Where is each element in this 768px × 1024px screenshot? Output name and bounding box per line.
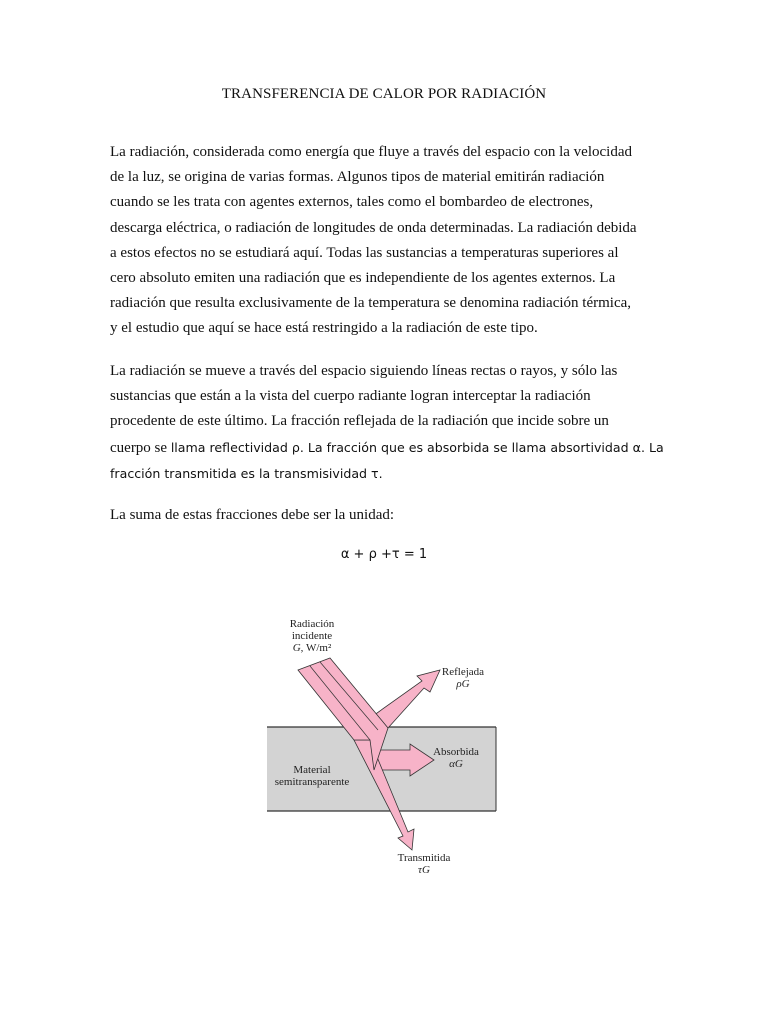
text-line: a estos efectos no se estudiará aquí. Todas las sustancias a temperaturas superiores al (110, 244, 619, 261)
reflected-symbol: ρG (456, 678, 470, 690)
absorbed-label-text: Absorbida (433, 746, 479, 758)
text-line: radiación que resulta exclusivamente de la temperatura se denomina radiación térmica, (110, 295, 632, 312)
absorbed-label (428, 746, 484, 770)
paragraph-sum (110, 503, 662, 528)
incident-label (284, 618, 340, 654)
text-line: y el estudio que aquí se hace está restringido a la radiación de este tipo. (110, 320, 538, 337)
incident-label-line: incidente (291, 630, 333, 642)
material-label-line: Material (293, 764, 331, 776)
text-segment: llama reflectividad ρ. La fracción que es absorbida se llama absortividad α. La (170, 439, 664, 455)
document-title: TRANSFERENCIA DE CALOR POR RADIACIÓN (221, 86, 547, 102)
absorbed-symbol: αG (449, 758, 463, 770)
transmitted-label (388, 852, 460, 876)
transmitted-symbol: τG (418, 864, 430, 876)
paragraph-radiation-intro (110, 140, 662, 342)
incident-symbol: G, (292, 642, 304, 654)
material-label (268, 764, 356, 788)
text-line: cuando se les trata con agentes externos, tales como el bombardeo de electrones, (110, 194, 594, 211)
text-line: descarga eléctrica, o radiación de longitudes de onda determinadas. La radiación debida (110, 219, 637, 236)
transmitted-label-text: Transmitida (397, 852, 451, 864)
equation-sum-of-fractions: α + ρ +τ = 1 (340, 547, 428, 562)
text-line: cero absoluto emiten una radiación que es independiente de los agentes externos. La (110, 270, 616, 287)
text-line: La suma de estas fracciones debe ser la unidad: (110, 507, 395, 523)
text-line: La radiación se mueve a través del espacio siguiendo líneas rectas o rayos, y sólo las (110, 363, 618, 379)
reflected-label (438, 666, 488, 690)
radiation-figure (262, 610, 502, 890)
text-line: de la luz, se origina de varias formas. Algunos tipos de material emitirán radiación (110, 169, 605, 186)
text-line: fracción transmitida es la transmisividad τ. (110, 465, 383, 481)
text-line: La radiación, considerada como energía que fluye a través del espacio con la velocidad (110, 144, 632, 160)
text-line: sustancias que están a la vista del cuerpo radiante logran interceptar la radiación (110, 388, 591, 405)
paragraph-fractions (110, 359, 662, 486)
incident-units-line (284, 642, 340, 654)
reflected-label-text: Reflejada (441, 666, 485, 678)
incident-label-line: Radiación (289, 618, 335, 630)
text-line-mixed (110, 435, 662, 461)
text-segment: cuerpo se (110, 439, 171, 456)
text-line: procedente de este último. La fracción reflejada de la radiación que incide sobre un (110, 413, 609, 430)
incident-units: W/m² (305, 642, 332, 654)
material-label-line: semitransparente (274, 776, 350, 788)
